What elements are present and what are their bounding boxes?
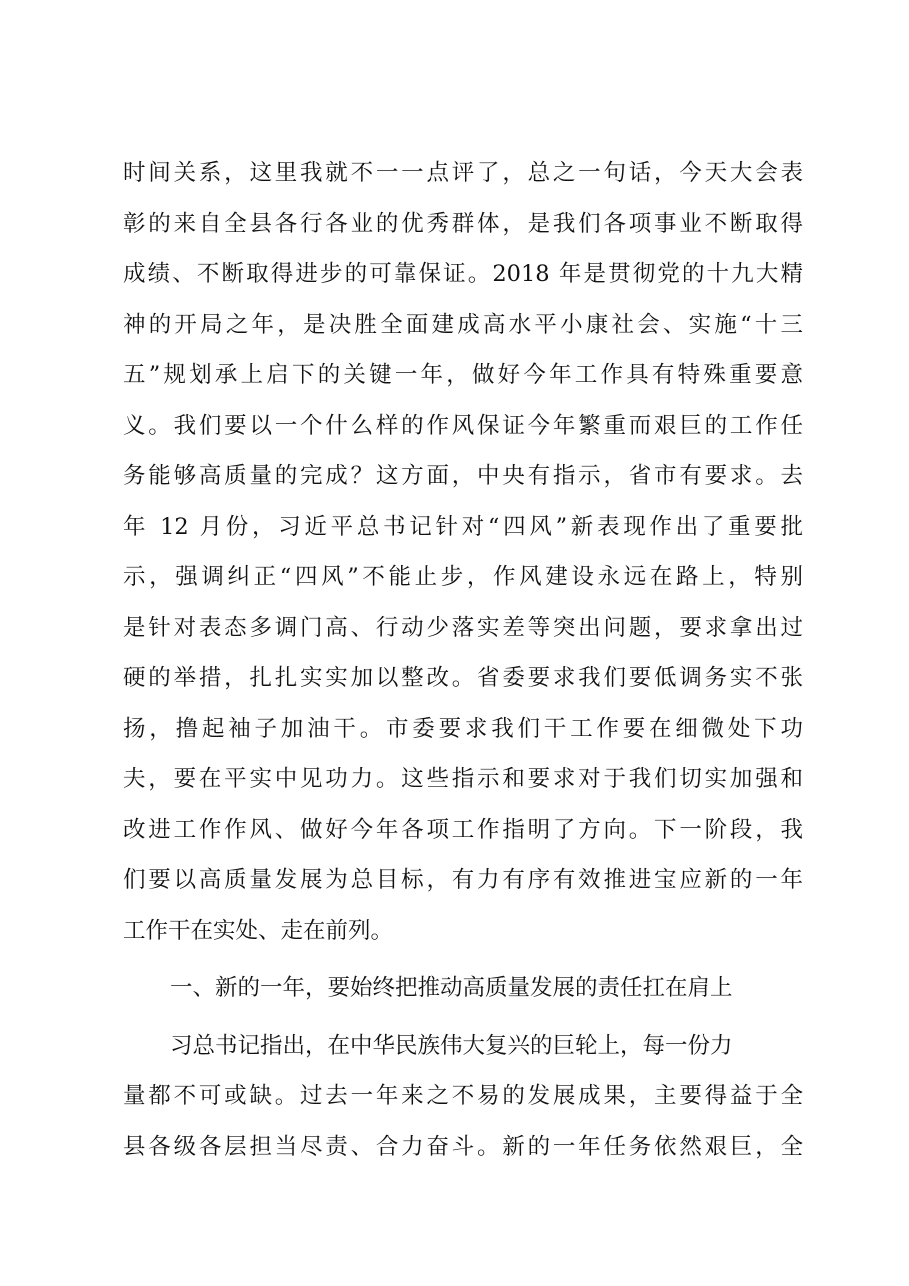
- paragraph-line: 五”规划承上启下的关键一年，做好今年工作具有特殊重要意: [123, 362, 803, 388]
- paragraph-line: 示，强调纠正“四风”不能止步，作风建设永远在路上，特别: [123, 564, 803, 590]
- paragraph-line: 时间关系，这里我就不一一点评了，总之一句话，今天大会表: [123, 160, 803, 186]
- paragraph-line: 是针对表态多调门高、行动少落实差等突出问题，要求拿出过: [123, 614, 803, 641]
- paragraph-line: 彰的来自全县各行各业的优秀群体，是我们各项事业不断取得: [123, 210, 803, 237]
- section-gap: [123, 1014, 803, 1021]
- paragraph-line: 成绩、不断取得进步的可靠保证。2018 年是贯彻党的十九大精: [123, 261, 803, 287]
- paragraph-line: 习总书记指出，在中华民族伟大复兴的巨轮上，每一份力: [170, 1032, 733, 1059]
- paragraph-line: 们要以高质量发展为总目标，有力有序有效推进宝应新的一年: [123, 867, 803, 893]
- paragraph-line: 工作干在实处、走在前列。: [123, 917, 394, 944]
- paragraph-line: 务能够高质量的完成？这方面，中央有指示，省市有要求。去: [123, 463, 803, 489]
- paragraph-line: 量都不可或缺。过去一年来之不易的发展成果，主要得益于全: [123, 1083, 803, 1109]
- section-heading: 一、新的一年，要始终把推动高质量发展的责任扛在肩上: [170, 975, 733, 1001]
- paragraph-line: 年 12 月份，习近平总书记针对“四风”新表现作出了重要批: [123, 513, 803, 540]
- paragraph-line: 扬，撸起袖子加油干。市委要求我们干工作要在细微处下功: [123, 715, 803, 742]
- document-body: [123, 148, 803, 1172]
- paragraph-line: 夫，要在平实中见功力。这些指示和要求对于我们切实加强和: [123, 766, 803, 792]
- paragraph-line: 县各级各层担当尽责、合力奋斗。新的一年任务依然艰巨，全: [123, 1133, 803, 1160]
- paragraph-line: 改进工作作风、做好今年各项工作指明了方向。下一阶段，我: [123, 816, 803, 843]
- paragraph-line: 神的开局之年，是决胜全面建成高水平小康社会、实施“十三: [123, 311, 803, 338]
- section-gap: [123, 956, 803, 963]
- paragraph-line: 硬的举措，扎扎实实加以整改。省委要求我们要低调务实不张: [123, 665, 803, 691]
- paragraph-line: 义。我们要以一个什么样的作风保证今年繁重而艰巨的工作任: [123, 412, 803, 439]
